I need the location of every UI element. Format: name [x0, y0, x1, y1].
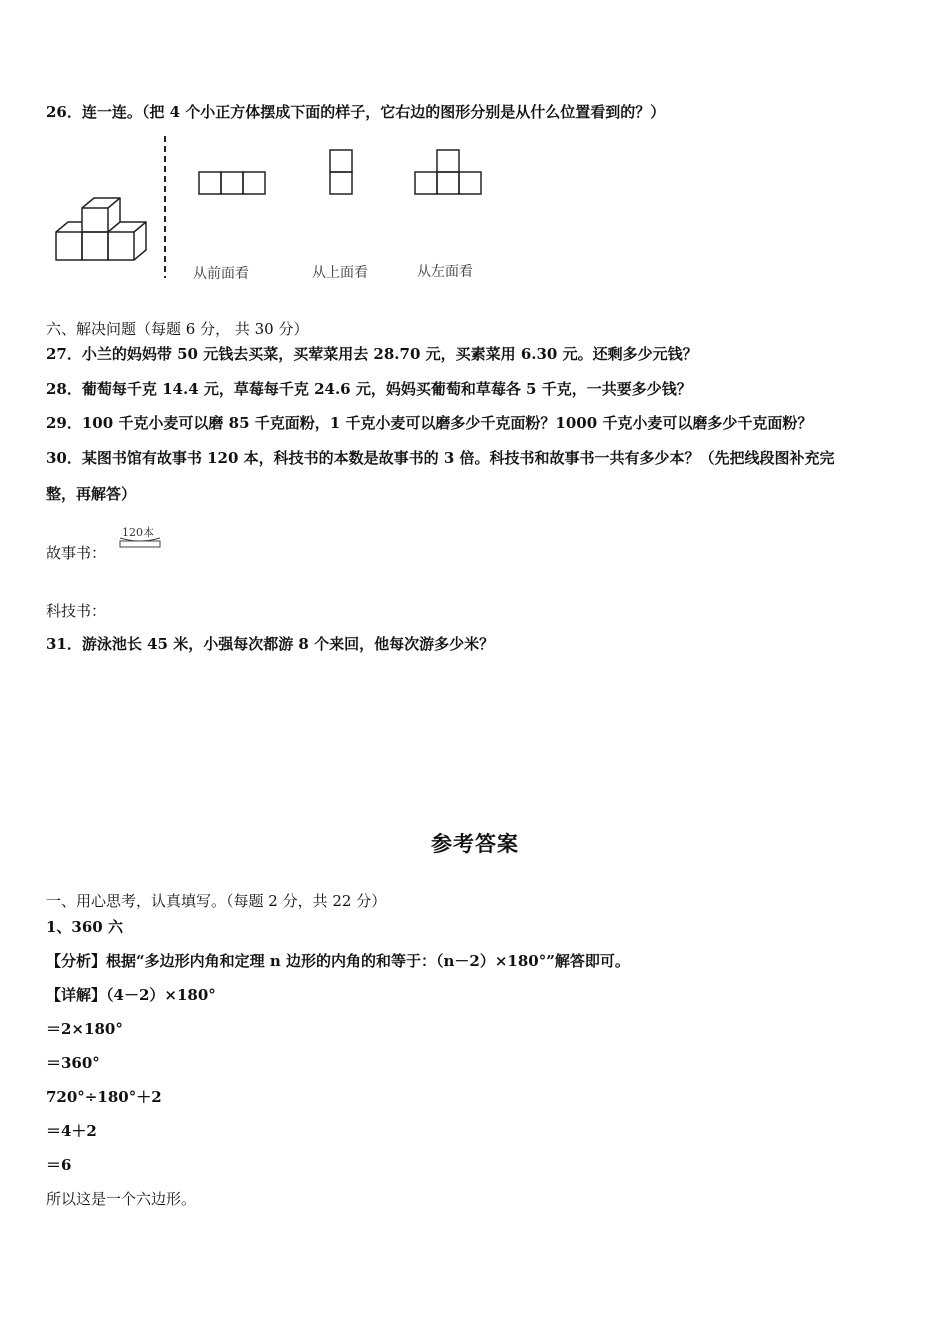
question-30: 30．某图书馆有故事书 120 本，科技书的本数是故事书的 3 倍。科技书和故事书一共有多少本？（先把线段图补充完: [46, 449, 835, 467]
front-view-shape: [198, 170, 266, 196]
answers-section-1-heading: 一、用心思考，认真填写。（每题 2 分，共 22 分）: [46, 892, 387, 910]
question-27: 27．小兰的妈妈带 50 元钱去买菜，买荤菜用去 28.70 元，买素菜用 6.30 元。还剩多少元钱？: [46, 345, 698, 363]
answer-line: 【详解】（4－2）×180°: [46, 986, 216, 1004]
answer-line: ＝2×180°: [46, 1020, 123, 1038]
answer-line: 1、360 六: [46, 918, 123, 936]
question-29: 29．100 千克小麦可以磨 85 千克面粉，1 千克小麦可以磨多少千克面粉？1000 千克小麦可以磨多少千克面粉？: [46, 414, 813, 432]
science-books-label: 科技书：: [46, 602, 107, 620]
answer-line: 720°÷180°＋2: [46, 1088, 162, 1106]
dashed-divider: [160, 136, 170, 278]
section-6-heading: 六、解决问题（每题 6 分， 共 30 分）: [46, 320, 309, 338]
answer-line: 所以这是一个六边形。: [46, 1190, 197, 1208]
top-view-shape: [328, 148, 354, 196]
answer-line: ＝360°: [46, 1054, 100, 1072]
question-31: 31．游泳池长 45 米，小强每次都游 8 个来回，他每次游多少米？: [46, 635, 495, 653]
top-view-label: 从上面看: [312, 265, 368, 281]
cube-stack-figure: [52, 192, 152, 264]
question-26: 26．连一连。（把 4 个小正方体摆成下面的样子，它右边的图形分别是从什么位置看到的？）: [46, 103, 666, 121]
answers-title: 参考答案: [431, 831, 519, 856]
answer-line: ＝6: [46, 1156, 72, 1174]
answer-line: ＝4＋2: [46, 1122, 97, 1140]
story-books-label: 故事书：: [46, 544, 107, 562]
question-30-continued: 整，再解答）: [46, 485, 137, 503]
left-view-label: 从左面看: [417, 264, 473, 280]
story-book-segment: [118, 536, 162, 550]
answer-line: 【分析】根据“多边形内角和定理 n 边形的内角的和等于：（n－2）×180°”解答即可。: [46, 952, 630, 970]
left-view-shape: [413, 148, 483, 196]
front-view-label: 从前面看: [193, 266, 249, 282]
segment-label: 120本: [122, 526, 154, 539]
question-28: 28．葡萄每千克 14.4 元，草莓每千克 24.6 元，妈妈买葡萄和草莓各 5 千克，一共要多少钱？: [46, 380, 692, 398]
